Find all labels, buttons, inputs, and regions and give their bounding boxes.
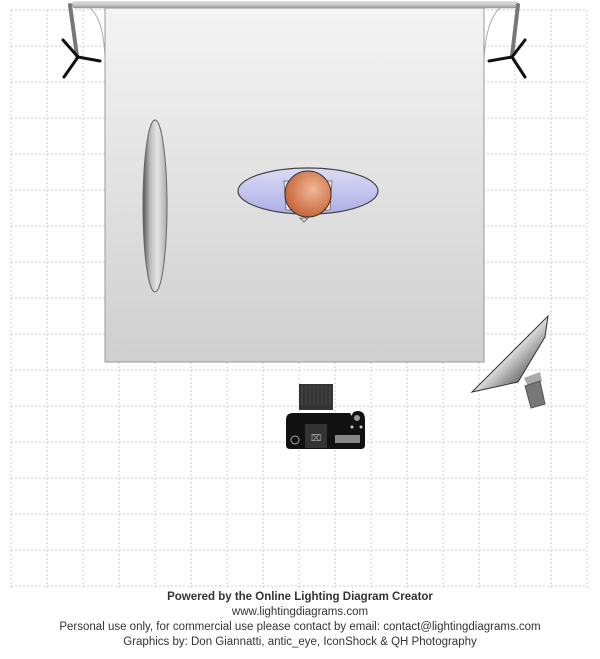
right-stand bbox=[489, 5, 525, 77]
credits-license: Personal use only, for commercial use please contact by email: contact@lightingdiagrams.com bbox=[59, 621, 541, 633]
camera[interactable] bbox=[286, 384, 365, 449]
credits bbox=[0, 590, 600, 650]
left-stand bbox=[63, 5, 100, 77]
credits-website[interactable]: www.lightingdiagrams.com bbox=[231, 606, 369, 618]
credits-graphics: Graphics by: Don Giannatti, antic_eye, IconShock & QH Photography bbox=[123, 636, 477, 648]
backdrop-crossbar bbox=[72, 2, 518, 8]
reflector[interactable] bbox=[143, 120, 167, 292]
credits-title: Powered by the Online Lighting Diagram Creator bbox=[167, 591, 433, 603]
svg-text:⌧: ⌧ bbox=[310, 434, 322, 444]
